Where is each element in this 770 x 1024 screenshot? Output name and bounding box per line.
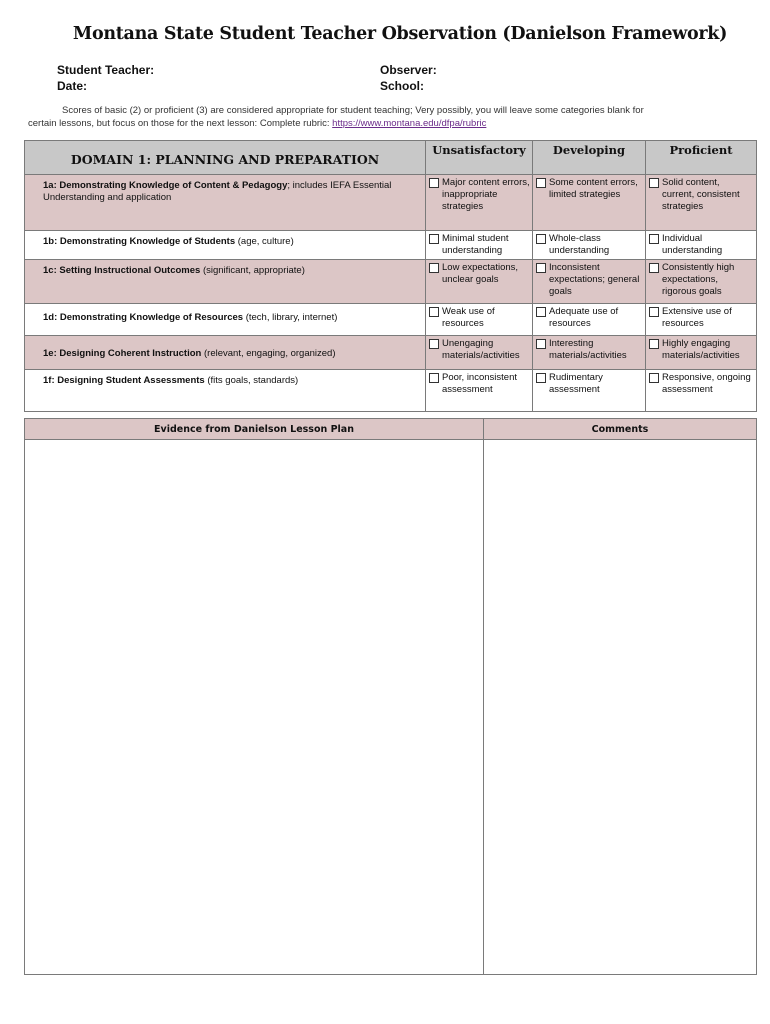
level-unsatisfactory: Unsatisfactory: [426, 141, 533, 175]
component-label: 1a: Demonstrating Knowledge of Content & Pedagogy; includes IEFA Essential Understanding and application: [25, 175, 426, 231]
school-label: School:: [380, 79, 424, 93]
rubric-table: [24, 140, 757, 412]
component-label: 1d: Demonstrating Knowledge of Resources (tech, library, internet): [25, 304, 426, 336]
checkbox[interactable]: [429, 178, 439, 188]
observer-label: Observer:: [380, 63, 437, 77]
checkbox[interactable]: [649, 373, 659, 383]
checkbox[interactable]: [649, 234, 659, 244]
checkbox[interactable]: [536, 178, 546, 188]
evidence-header: Evidence from Danielson Lesson Plan: [25, 419, 484, 440]
option-proficient[interactable]: Responsive, ongoing assessment: [646, 370, 757, 412]
option-proficient[interactable]: Solid content, current, consistent strategies: [646, 175, 757, 231]
checkbox[interactable]: [429, 263, 439, 273]
option-unsatisfactory[interactable]: Major content errors, inappropriate strategies: [426, 175, 533, 231]
option-proficient[interactable]: Consistently high expectations, rigorous goals: [646, 260, 757, 304]
student-teacher-label: Student Teacher:: [57, 63, 155, 77]
rubric-row-1d: [25, 304, 757, 336]
option-unsatisfactory[interactable]: Unengaging materials/activities: [426, 336, 533, 370]
option-developing[interactable]: Rudimentary assessment: [533, 370, 646, 412]
page-title: Montana State Student Teacher Observation (Danielson Framework): [72, 24, 728, 44]
component-label: 1b: Demonstrating Knowledge of Students (age, culture): [25, 231, 426, 260]
instructions: [28, 104, 748, 130]
component-label: 1c: Setting Instructional Outcomes (significant, appropriate): [25, 260, 426, 304]
rubric-row-1c: [25, 260, 757, 304]
rubric-row-1e: [25, 336, 757, 370]
comments-header: Comments: [484, 419, 757, 440]
checkbox[interactable]: [429, 307, 439, 317]
instructions-line-1: Scores of basic (2) or proficient (3) are considered appropriate for student teaching; Very possibly, you will leave some categories blank for: [62, 105, 644, 116]
checkbox[interactable]: [429, 339, 439, 349]
option-unsatisfactory[interactable]: Poor, inconsistent assessment: [426, 370, 533, 412]
checkbox[interactable]: [649, 339, 659, 349]
instructions-line-2: [28, 117, 748, 130]
rubric-link[interactable]: https://www.montana.edu/dfpa/rubric: [332, 118, 487, 129]
option-proficient[interactable]: Highly engaging materials/activities: [646, 336, 757, 370]
level-proficient: Proficient: [646, 141, 757, 175]
checkbox[interactable]: [649, 263, 659, 273]
date-label: Date:: [57, 79, 88, 93]
rubric-row-1b: [25, 231, 757, 260]
option-developing[interactable]: Whole-class understanding: [533, 231, 646, 260]
checkbox[interactable]: [429, 373, 439, 383]
option-proficient[interactable]: Individual understanding: [646, 231, 757, 260]
checkbox[interactable]: [536, 339, 546, 349]
option-unsatisfactory[interactable]: Minimal student understanding: [426, 231, 533, 260]
option-developing[interactable]: Adequate use of resources: [533, 304, 646, 336]
checkbox[interactable]: [536, 263, 546, 273]
checkbox[interactable]: [536, 373, 546, 383]
component-label: 1e: Designing Coherent Instruction (relevant, engaging, organized): [25, 336, 426, 370]
instructions-line-2-text: certain lessons, but focus on those for the next lesson: Complete rubric:: [28, 118, 333, 129]
checkbox[interactable]: [536, 234, 546, 244]
option-developing[interactable]: Inconsistent expectations; general goals: [533, 260, 646, 304]
checkbox[interactable]: [536, 307, 546, 317]
rubric-row-1a: [25, 175, 757, 231]
option-proficient[interactable]: Extensive use of resources: [646, 304, 757, 336]
evidence-table: [24, 418, 757, 975]
rubric-header-row: [25, 141, 757, 175]
option-unsatisfactory[interactable]: Weak use of resources: [426, 304, 533, 336]
checkbox[interactable]: [429, 234, 439, 244]
level-developing: Developing: [533, 141, 646, 175]
checkbox[interactable]: [649, 307, 659, 317]
comments-field[interactable]: [484, 440, 757, 975]
option-developing[interactable]: Some content errors, limited strategies: [533, 175, 646, 231]
domain-heading: DOMAIN 1: PLANNING AND PREPARATION: [25, 141, 426, 175]
component-label: 1f: Designing Student Assessments (fits goals, standards): [25, 370, 426, 412]
evidence-field[interactable]: [25, 440, 484, 975]
option-developing[interactable]: Interesting materials/activities: [533, 336, 646, 370]
rubric-row-1f: [25, 370, 757, 412]
option-unsatisfactory[interactable]: Low expectations, unclear goals: [426, 260, 533, 304]
checkbox[interactable]: [649, 178, 659, 188]
